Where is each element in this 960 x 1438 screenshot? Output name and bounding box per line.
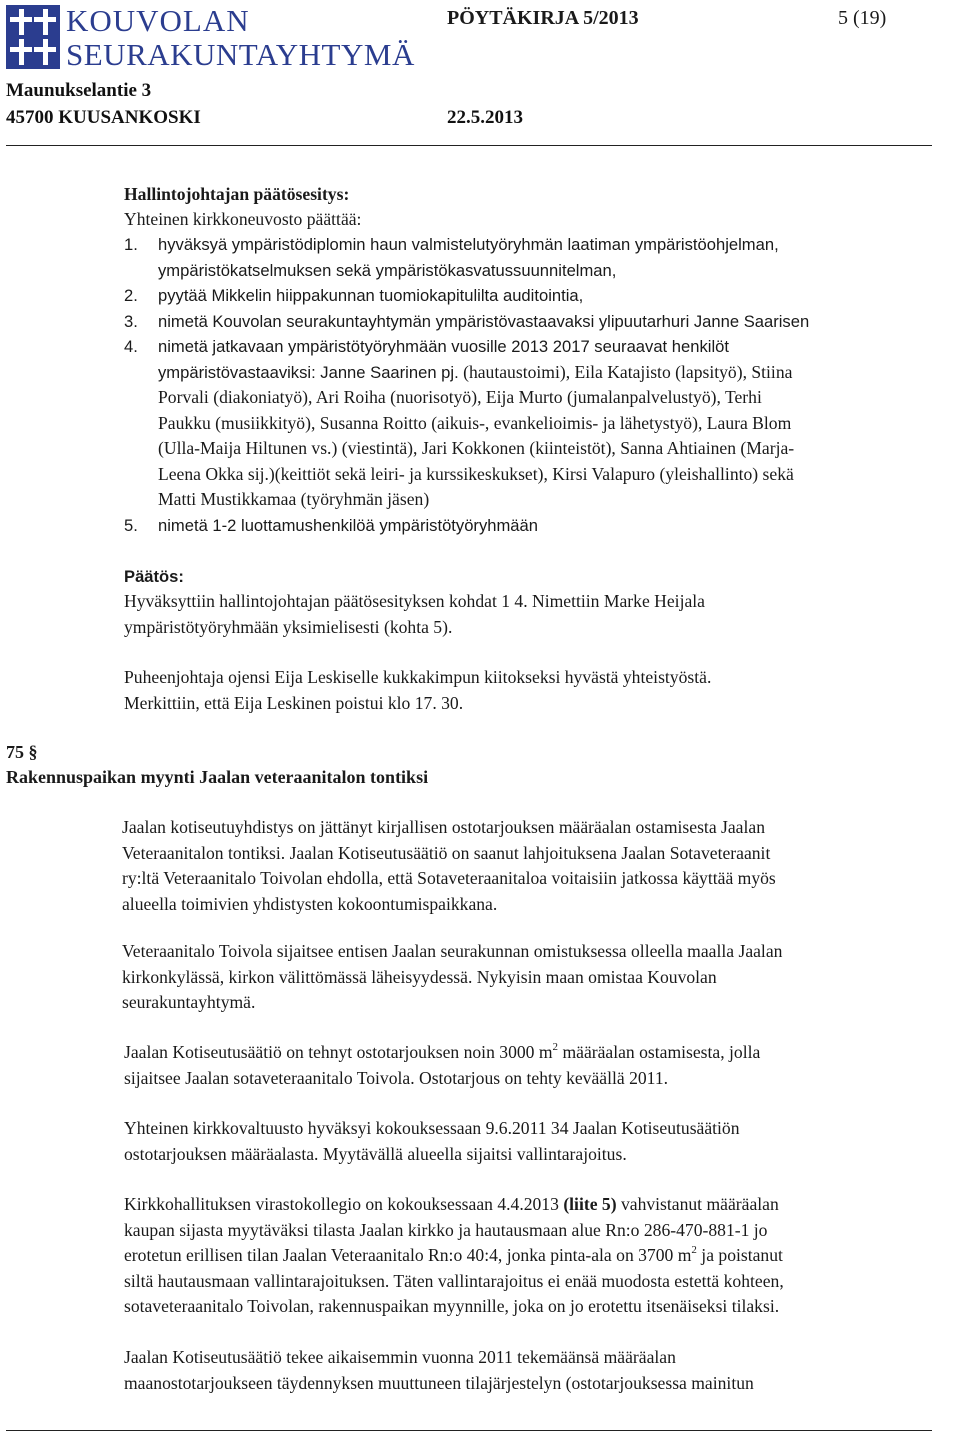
decision-heading: Päätös:	[124, 567, 184, 586]
paragraph: Jaalan Kotiseutusäätiö tekee aikaisemmin vuonna 2011 tekemäänsä määräalan maanostotarjoukseen täydennyksen muuttuneen tilajärjestelyn (ostotarjouksessa mainitun	[124, 1347, 754, 1393]
paragraph: Kirkkohallituksen virastokollegio on kokouksessaan 4.4.2013 (liite 5) vahvistanut määräalan kaupan sijasta myytäväksi tilasta Jaalan kirkko ja hautausmaan alue Rn:o 286-470-881-1 jo erotetun erillisen tilan Jaalan Veteraanitalo Rn:o 40:4, jonka pinta-ala on 3700 $m^2$ ja poistanut siltä hautausmaan vallintarajoituksen. Täten vallintarajoitus ei enää muodosta estettä kohteen, sotaveteraanitalo Toivolan, rakennuspaikan myynnille, joka on jo erotettu itsenäiseksi tilaksi.	[124, 1194, 784, 1316]
list-item: 2. pyytää Mikkelin hiippakunnan tuomiokapitulilta auditointia,	[124, 286, 584, 305]
list-item: 1. hyväksyä ympäristödiplomin haun valmistelutyöryhmän laatiman ympäristöohjelman, ympäristökatselmuksen sekä ympäristökasvatussuunnitelman,	[124, 235, 779, 280]
section-number: 75 §	[6, 742, 38, 762]
cross-logo-icon	[6, 5, 60, 69]
paragraph: Jaalan kotiseutuyhdistys on jättänyt kirjallisen ostotarjouksen määräalan ostamisesta Jaalan Veteraanitalon tontiksi. Jaalan Kotiseutusäätiö on saanut lahjoituksena Jaalan Sotaveteraanit ry:ltä Veteraanitalo Toivolan ehdolla, että Sotaveteraanitaloa voitaisiin jatkossa käyttää myös alueella toimivien yhdistysten kokoontumispaikkana.	[122, 817, 776, 914]
list-item: 5. nimetä 1-2 luottamushenkilöä ympäristötyöryhmään	[124, 515, 538, 535]
decision-note: Puheenjohtaja ojensi Eija Leskiselle kukkakimpun kiitokseksi hyvästä yhteistyöstä. Merkittiin, että Eija Leskinen poistui klo 17. 30.	[124, 667, 712, 713]
org-name-line1: KOUVOLAN	[66, 3, 250, 38]
proposal-list	[124, 232, 954, 538]
list-item: 3. nimetä Kouvolan seurakuntayhtymän ympäristövastaavaksi ylipuutarhuri Janne Saarisen	[124, 311, 810, 331]
decision-text: Hyväksyttiin hallintojohtajan päätösesityksen kohdat 1 4. Nimettiin Marke Heijala ympäristötyöryhmään yksimielisesti (kohta 5).	[124, 591, 705, 637]
footer-divider	[6, 1430, 932, 1431]
paragraph: Jaalan Kotiseutusäätiö on tehnyt ostotarjouksen noin 3000 $m^2$ määräalan ostamisesta, jolla sijaitsee Jaalan sotaveteraanitalo Toivola. Ostotarjous on tehty keväällä 2011.	[124, 1041, 761, 1088]
paragraph: Veteraanitalo Toivola sijaitsee entisen Jaalan seurakunnan omistuksessa olleella maalla Jaalan kirkonkylässä, kirkon välittömässä läheisyydessä. Nykyisin maan omistaa Kouvolan seurakuntayhtymä.	[122, 941, 783, 1012]
meeting-date: 22.5.2013	[447, 107, 523, 128]
proposal-intro: Yhteinen kirkkoneuvosto päättää:	[124, 209, 362, 229]
list-item: 4. nimetä jatkavaan ympäristötyöryhmään vuosille 2013 2017 seuraavat henkilöt ympäristövastaaviksi: Janne Saarinen pj. (hautaustoimi), Eila Katajisto (lapsityö), Stiina Porvali (diakoniatyö), Ari Roiha (nuorisotyö), Eija Murto (jumalanpalvelustyö), Terhi Paukku (musiikkityö), Susanna Roitto (aikuis-, evankelioimis- ja lähetystyö), Laura Blom (Ulla-Maija Hiltunen vs.) (viestintä), Jari Kokkonen (kiinteistöt), Sanna Ahtiainen (Marja- Leena Okka sij.)(keittiöt sekä leiri- ja kurssikeskukset), Kirsi Valapuro (yleishallinto) sekä Matti Mustikkamaa (työryhmän jäsen)	[124, 337, 795, 509]
address-city: 45700 KUUSANKOSKI	[6, 107, 201, 128]
address-street: Maunukselantie 3	[6, 80, 152, 101]
header-divider	[6, 145, 932, 146]
proposal-heading: Hallintojohtajan päätösesitys:	[124, 184, 350, 204]
page-number: 5 (19)	[838, 7, 887, 29]
org-name-line2: SEURAKUNTAYHTYMÄ	[66, 37, 415, 72]
section-title: Rakennuspaikan myynti Jaalan veteraanitalon tontiksi	[6, 767, 429, 787]
document-title: PÖYTÄKIRJA 5/2013	[447, 7, 639, 29]
logo	[0, 0, 420, 82]
attachment-reference: (liite 5)	[563, 1194, 617, 1214]
paragraph: Yhteinen kirkkovaltuusto hyväksyi kokouksessaan 9.6.2011 34 Jaalan Kotiseutusäätiön ostotarjouksen määräalasta. Myytävällä alueella sijaitsi vallintarajoitus.	[124, 1118, 740, 1164]
